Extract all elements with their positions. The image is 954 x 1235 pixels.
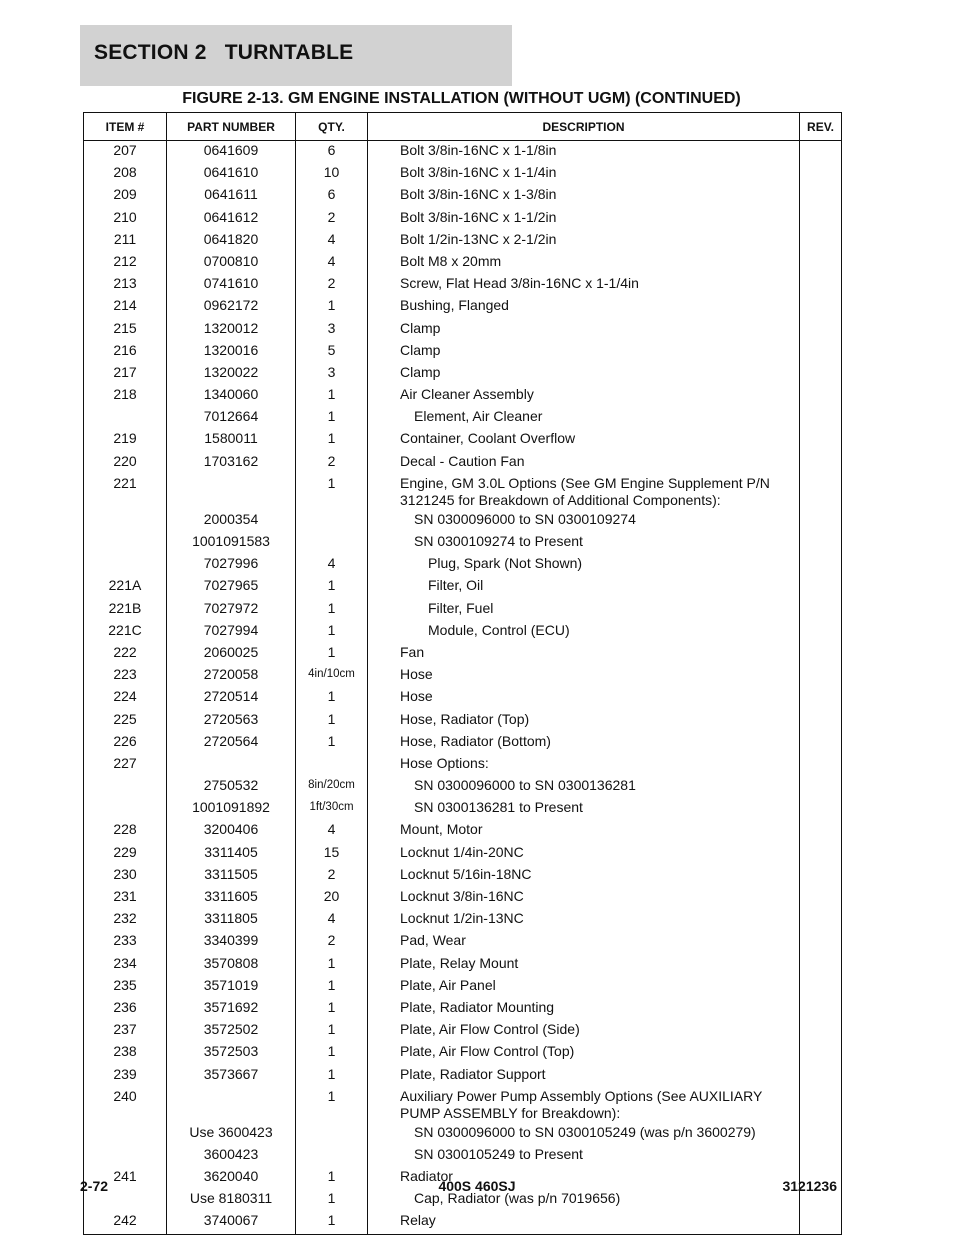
description-cell: Element, Air Cleaner xyxy=(368,406,800,428)
item-number-cell: 217 xyxy=(84,362,167,384)
description-cell: Plate, Air Flow Control (Side) xyxy=(368,1019,800,1041)
qty-cell: 10 xyxy=(296,162,368,184)
description-cell: Plate, Relay Mount xyxy=(368,953,800,975)
rev-cell xyxy=(800,686,842,708)
item-number-cell: 212 xyxy=(84,251,167,273)
description-cell: Hose, Radiator (Top) xyxy=(368,709,800,731)
item-number-cell: 210 xyxy=(84,207,167,229)
table-row xyxy=(84,451,842,473)
table-row xyxy=(84,162,842,184)
table-row xyxy=(84,318,842,340)
table-row xyxy=(84,575,842,597)
item-number-cell: 238 xyxy=(84,1041,167,1063)
rev-cell xyxy=(800,753,842,775)
item-number-cell: 224 xyxy=(84,686,167,708)
description-cell: Mount, Motor xyxy=(368,819,800,841)
description-cell: Hose xyxy=(368,686,800,708)
part-number-cell: 7012664 xyxy=(167,406,296,428)
rev-cell xyxy=(800,709,842,731)
table-row xyxy=(84,709,842,731)
description-cell: Pad, Wear xyxy=(368,930,800,952)
section-title: SECTION 2 TURNTABLE xyxy=(94,41,354,64)
parts-table xyxy=(83,112,842,1235)
table-row xyxy=(84,428,842,450)
table-row xyxy=(84,509,842,531)
part-number-cell: 1320022 xyxy=(167,362,296,384)
item-number-cell: 221B xyxy=(84,598,167,620)
part-number-cell: 7027965 xyxy=(167,575,296,597)
qty-cell: 1 xyxy=(296,1064,368,1086)
table-row xyxy=(84,598,842,620)
rev-cell xyxy=(800,428,842,450)
part-number-cell: 7027972 xyxy=(167,598,296,620)
table-row xyxy=(84,1041,842,1063)
table-row xyxy=(84,620,842,642)
rev-cell xyxy=(800,162,842,184)
table-row xyxy=(84,1019,842,1041)
table-row xyxy=(84,295,842,317)
qty-cell: 1ft/30cm xyxy=(296,797,368,819)
part-number-cell: Use 3600423 xyxy=(167,1122,296,1144)
table-row xyxy=(84,531,842,553)
qty-cell: 2 xyxy=(296,273,368,295)
description-cell: Bolt 1/2in-13NC x 2-1/2in xyxy=(368,229,800,251)
rev-cell xyxy=(800,797,842,819)
part-number-cell: 2720514 xyxy=(167,686,296,708)
model-name: 400S 460SJ xyxy=(438,1178,516,1194)
item-number-cell: 240 xyxy=(84,1086,167,1122)
qty-cell: 1 xyxy=(296,1188,368,1210)
qty-cell: 1 xyxy=(296,1019,368,1041)
qty-cell: 4 xyxy=(296,251,368,273)
column-header-item: ITEM # xyxy=(84,113,167,141)
document-number: 3121236 xyxy=(782,1178,837,1194)
qty-cell: 2 xyxy=(296,864,368,886)
part-number-cell: 2060025 xyxy=(167,642,296,664)
qty-cell: 4 xyxy=(296,553,368,575)
qty-cell: 5 xyxy=(296,340,368,362)
item-number-cell: 221A xyxy=(84,575,167,597)
table-row xyxy=(84,775,842,797)
qty-cell: 1 xyxy=(296,642,368,664)
part-number-cell: 2720563 xyxy=(167,709,296,731)
item-number-cell xyxy=(84,775,167,797)
item-number-cell: 231 xyxy=(84,886,167,908)
rev-cell xyxy=(800,295,842,317)
rev-cell xyxy=(800,362,842,384)
rev-cell xyxy=(800,207,842,229)
item-number-cell: 221 xyxy=(84,473,167,509)
description-cell: Bolt M8 x 20mm xyxy=(368,251,800,273)
qty-cell xyxy=(296,531,368,553)
description-cell: Plug, Spark (Not Shown) xyxy=(368,553,800,575)
part-number-cell: 1320016 xyxy=(167,340,296,362)
part-number-cell: 0741610 xyxy=(167,273,296,295)
table-row xyxy=(84,997,842,1019)
rev-cell xyxy=(800,997,842,1019)
qty-cell: 1 xyxy=(296,997,368,1019)
description-cell: SN 0300109274 to Present xyxy=(368,531,800,553)
qty-cell xyxy=(296,1122,368,1144)
table-row xyxy=(84,1122,842,1144)
qty-cell: 1 xyxy=(296,1041,368,1063)
part-number-cell: 3573667 xyxy=(167,1064,296,1086)
rev-cell xyxy=(800,953,842,975)
description-cell: Engine, GM 3.0L Options (See GM Engine Supplement P/N 3121245 for Breakdown of Additional Components): xyxy=(368,473,800,509)
description-cell: SN 0300096000 to SN 0300109274 xyxy=(368,509,800,531)
item-number-cell: 209 xyxy=(84,184,167,206)
description-cell: Locknut 1/2in-13NC xyxy=(368,908,800,930)
table-row xyxy=(84,930,842,952)
rev-cell xyxy=(800,930,842,952)
qty-cell: 2 xyxy=(296,451,368,473)
part-number-cell xyxy=(167,473,296,509)
qty-cell: 15 xyxy=(296,842,368,864)
description-cell: Bolt 3/8in-16NC x 1-1/2in xyxy=(368,207,800,229)
part-number-cell: 3600423 xyxy=(167,1144,296,1166)
item-number-cell: 239 xyxy=(84,1064,167,1086)
description-cell: Plate, Air Panel xyxy=(368,975,800,997)
description-cell: Hose xyxy=(368,664,800,686)
part-number-cell: 0641611 xyxy=(167,184,296,206)
item-number-cell xyxy=(84,531,167,553)
rev-cell xyxy=(800,575,842,597)
rev-cell xyxy=(800,775,842,797)
table-row xyxy=(84,340,842,362)
item-number-cell: 207 xyxy=(84,141,167,163)
description-cell: Container, Coolant Overflow xyxy=(368,428,800,450)
description-cell: Cap, Radiator (was p/n 7019656) xyxy=(368,1188,800,1210)
rev-cell xyxy=(800,1210,842,1235)
item-number-cell: 229 xyxy=(84,842,167,864)
table-row xyxy=(84,731,842,753)
rev-cell xyxy=(800,531,842,553)
item-number-cell: 228 xyxy=(84,819,167,841)
description-cell: Air Cleaner Assembly xyxy=(368,384,800,406)
table-row xyxy=(84,1064,842,1086)
description-cell: Screw, Flat Head 3/8in-16NC x 1-1/4in xyxy=(368,273,800,295)
item-number-cell: 211 xyxy=(84,229,167,251)
description-cell: SN 0300096000 to SN 0300136281 xyxy=(368,775,800,797)
qty-cell: 1 xyxy=(296,620,368,642)
part-number-cell: 0700810 xyxy=(167,251,296,273)
description-cell: Filter, Oil xyxy=(368,575,800,597)
qty-cell: 1 xyxy=(296,975,368,997)
part-number-cell: 3620040 xyxy=(167,1166,296,1188)
qty-cell xyxy=(296,1144,368,1166)
description-cell: SN 0300096000 to SN 0300105249 (was p/n 3600279) xyxy=(368,1122,800,1144)
qty-cell: 20 xyxy=(296,886,368,908)
item-number-cell: 213 xyxy=(84,273,167,295)
table-row xyxy=(84,753,842,775)
qty-cell: 1 xyxy=(296,686,368,708)
item-number-cell: 230 xyxy=(84,864,167,886)
table-row xyxy=(84,273,842,295)
part-number-cell: 3571019 xyxy=(167,975,296,997)
table-row xyxy=(84,406,842,428)
item-number-cell: 236 xyxy=(84,997,167,1019)
rev-cell xyxy=(800,864,842,886)
part-number-cell: 3311505 xyxy=(167,864,296,886)
item-number-cell: 226 xyxy=(84,731,167,753)
description-cell: Fan xyxy=(368,642,800,664)
part-number-cell: 2720058 xyxy=(167,664,296,686)
part-number-cell: 1320012 xyxy=(167,318,296,340)
part-number-cell: 3311605 xyxy=(167,886,296,908)
table-row xyxy=(84,251,842,273)
item-number-cell: 225 xyxy=(84,709,167,731)
table-row xyxy=(84,473,842,509)
qty-cell: 2 xyxy=(296,207,368,229)
table-row xyxy=(84,886,842,908)
qty-cell: 1 xyxy=(296,953,368,975)
rev-cell xyxy=(800,229,842,251)
item-number-cell xyxy=(84,406,167,428)
item-number-cell: 219 xyxy=(84,428,167,450)
qty-cell: 1 xyxy=(296,428,368,450)
part-number-cell: 1340060 xyxy=(167,384,296,406)
table-header-row xyxy=(84,113,842,141)
rev-cell xyxy=(800,819,842,841)
rev-cell xyxy=(800,886,842,908)
qty-cell: 1 xyxy=(296,384,368,406)
rev-cell xyxy=(800,642,842,664)
part-number-cell: 0641612 xyxy=(167,207,296,229)
part-number-cell: 3740067 xyxy=(167,1210,296,1235)
qty-cell: 3 xyxy=(296,362,368,384)
column-header-qty: QTY. xyxy=(296,113,368,141)
qty-cell: 3 xyxy=(296,318,368,340)
rev-cell xyxy=(800,406,842,428)
description-cell: Clamp xyxy=(368,318,800,340)
description-cell: Bolt 3/8in-16NC x 1-3/8in xyxy=(368,184,800,206)
description-cell: Locknut 1/4in-20NC xyxy=(368,842,800,864)
qty-cell: 1 xyxy=(296,1166,368,1188)
part-number-cell xyxy=(167,1086,296,1122)
qty-cell xyxy=(296,753,368,775)
item-number-cell: 234 xyxy=(84,953,167,975)
parts-table-body xyxy=(84,141,842,1235)
table-row xyxy=(84,141,842,163)
part-number-cell: Use 8180311 xyxy=(167,1188,296,1210)
page-number: 2-72 xyxy=(80,1178,109,1194)
description-cell: Hose Options: xyxy=(368,753,800,775)
rev-cell xyxy=(800,1041,842,1063)
rev-cell xyxy=(800,553,842,575)
description-cell: Locknut 3/8in-16NC xyxy=(368,886,800,908)
table-row xyxy=(84,797,842,819)
rev-cell xyxy=(800,384,842,406)
description-cell: Bushing, Flanged xyxy=(368,295,800,317)
part-number-cell: 1001091583 xyxy=(167,531,296,553)
item-number-cell: 241 xyxy=(84,1166,167,1188)
rev-cell xyxy=(800,1144,842,1166)
qty-cell: 1 xyxy=(296,731,368,753)
rev-cell xyxy=(800,908,842,930)
qty-cell: 2 xyxy=(296,930,368,952)
description-cell: Filter, Fuel xyxy=(368,598,800,620)
part-number-cell: 1580011 xyxy=(167,428,296,450)
rev-cell xyxy=(800,664,842,686)
part-number-cell: 2000354 xyxy=(167,509,296,531)
column-header-description: DESCRIPTION xyxy=(368,113,800,141)
table-row xyxy=(84,819,842,841)
part-number-cell: 1703162 xyxy=(167,451,296,473)
part-number-cell: 3311805 xyxy=(167,908,296,930)
item-number-cell xyxy=(84,1122,167,1144)
item-number-cell xyxy=(84,509,167,531)
qty-cell: 4 xyxy=(296,908,368,930)
rev-cell xyxy=(800,975,842,997)
description-cell: Module, Control (ECU) xyxy=(368,620,800,642)
table-row xyxy=(84,975,842,997)
table-row xyxy=(84,553,842,575)
column-header-part-number: PART NUMBER xyxy=(167,113,296,141)
table-row xyxy=(84,642,842,664)
part-number-cell: 2750532 xyxy=(167,775,296,797)
qty-cell: 8in/20cm xyxy=(296,775,368,797)
item-number-cell: 222 xyxy=(84,642,167,664)
rev-cell xyxy=(800,1019,842,1041)
qty-cell xyxy=(296,509,368,531)
part-number-cell: 3572503 xyxy=(167,1041,296,1063)
item-number-cell: 208 xyxy=(84,162,167,184)
qty-cell: 1 xyxy=(296,473,368,509)
description-cell: Bolt 3/8in-16NC x 1-1/4in xyxy=(368,162,800,184)
item-number-cell xyxy=(84,797,167,819)
item-number-cell: 235 xyxy=(84,975,167,997)
qty-cell: 1 xyxy=(296,1210,368,1235)
part-number-cell: 3570808 xyxy=(167,953,296,975)
description-cell: Auxiliary Power Pump Assembly Options (See AUXILIARY PUMP ASSEMBLY for Breakdown): xyxy=(368,1086,800,1122)
rev-cell xyxy=(800,1086,842,1122)
figure-title: FIGURE 2-13. GM ENGINE INSTALLATION (WITHOUT UGM) (CONTINUED) xyxy=(182,90,741,107)
part-number-cell: 3311405 xyxy=(167,842,296,864)
table-row xyxy=(84,362,842,384)
item-number-cell: 223 xyxy=(84,664,167,686)
qty-cell: 1 xyxy=(296,575,368,597)
rev-cell xyxy=(800,451,842,473)
table-row xyxy=(84,908,842,930)
table-row xyxy=(84,207,842,229)
description-cell: Hose, Radiator (Bottom) xyxy=(368,731,800,753)
column-header-rev: REV. xyxy=(800,113,842,141)
qty-cell: 1 xyxy=(296,1086,368,1122)
table-row xyxy=(84,842,842,864)
description-cell: Decal - Caution Fan xyxy=(368,451,800,473)
rev-cell xyxy=(800,842,842,864)
item-number-cell: 220 xyxy=(84,451,167,473)
qty-cell: 4 xyxy=(296,229,368,251)
table-row xyxy=(84,953,842,975)
description-cell: Clamp xyxy=(368,362,800,384)
table-row xyxy=(84,384,842,406)
part-number-cell: 7027994 xyxy=(167,620,296,642)
rev-cell xyxy=(800,340,842,362)
part-number-cell: 3571692 xyxy=(167,997,296,1019)
rev-cell xyxy=(800,184,842,206)
rev-cell xyxy=(800,1064,842,1086)
rev-cell xyxy=(800,141,842,163)
part-number-cell: 2720564 xyxy=(167,731,296,753)
qty-cell: 6 xyxy=(296,141,368,163)
part-number-cell: 0641820 xyxy=(167,229,296,251)
rev-cell xyxy=(800,251,842,273)
description-cell: SN 0300136281 to Present xyxy=(368,797,800,819)
item-number-cell: 214 xyxy=(84,295,167,317)
description-cell: Plate, Radiator Support xyxy=(368,1064,800,1086)
rev-cell xyxy=(800,318,842,340)
qty-cell: 1 xyxy=(296,406,368,428)
part-number-cell: 0641609 xyxy=(167,141,296,163)
rev-cell xyxy=(800,731,842,753)
item-number-cell: 233 xyxy=(84,930,167,952)
description-cell: Plate, Air Flow Control (Top) xyxy=(368,1041,800,1063)
qty-cell: 1 xyxy=(296,598,368,620)
part-number-cell xyxy=(167,753,296,775)
qty-cell: 6 xyxy=(296,184,368,206)
table-row xyxy=(84,1210,842,1235)
rev-cell xyxy=(800,509,842,531)
item-number-cell: 227 xyxy=(84,753,167,775)
description-cell: Bolt 3/8in-16NC x 1-1/8in xyxy=(368,141,800,163)
description-cell: Clamp xyxy=(368,340,800,362)
item-number-cell: 218 xyxy=(84,384,167,406)
qty-cell: 4in/10cm xyxy=(296,664,368,686)
table-row xyxy=(84,184,842,206)
item-number-cell: 221C xyxy=(84,620,167,642)
table-row xyxy=(84,664,842,686)
table-row xyxy=(84,686,842,708)
part-number-cell: 1001091892 xyxy=(167,797,296,819)
item-number-cell: 232 xyxy=(84,908,167,930)
table-row xyxy=(84,229,842,251)
rev-cell xyxy=(800,1122,842,1144)
qty-cell: 4 xyxy=(296,819,368,841)
qty-cell: 1 xyxy=(296,709,368,731)
item-number-cell: 215 xyxy=(84,318,167,340)
rev-cell xyxy=(800,273,842,295)
description-cell: Radiator xyxy=(368,1166,800,1188)
part-number-cell: 3572502 xyxy=(167,1019,296,1041)
item-number-cell: 242 xyxy=(84,1210,167,1235)
table-row xyxy=(84,1144,842,1166)
description-cell: Locknut 5/16in-18NC xyxy=(368,864,800,886)
item-number-cell xyxy=(84,1144,167,1166)
table-row xyxy=(84,1086,842,1122)
part-number-cell: 0641610 xyxy=(167,162,296,184)
part-number-cell: 7027996 xyxy=(167,553,296,575)
item-number-cell: 216 xyxy=(84,340,167,362)
part-number-cell: 0962172 xyxy=(167,295,296,317)
item-number-cell xyxy=(84,553,167,575)
description-cell: Plate, Radiator Mounting xyxy=(368,997,800,1019)
rev-cell xyxy=(800,598,842,620)
description-cell: SN 0300105249 to Present xyxy=(368,1144,800,1166)
item-number-cell: 237 xyxy=(84,1019,167,1041)
qty-cell: 1 xyxy=(296,295,368,317)
part-number-cell: 3200406 xyxy=(167,819,296,841)
description-cell: Relay xyxy=(368,1210,800,1235)
rev-cell xyxy=(800,473,842,509)
part-number-cell: 3340399 xyxy=(167,930,296,952)
table-row xyxy=(84,864,842,886)
rev-cell xyxy=(800,620,842,642)
